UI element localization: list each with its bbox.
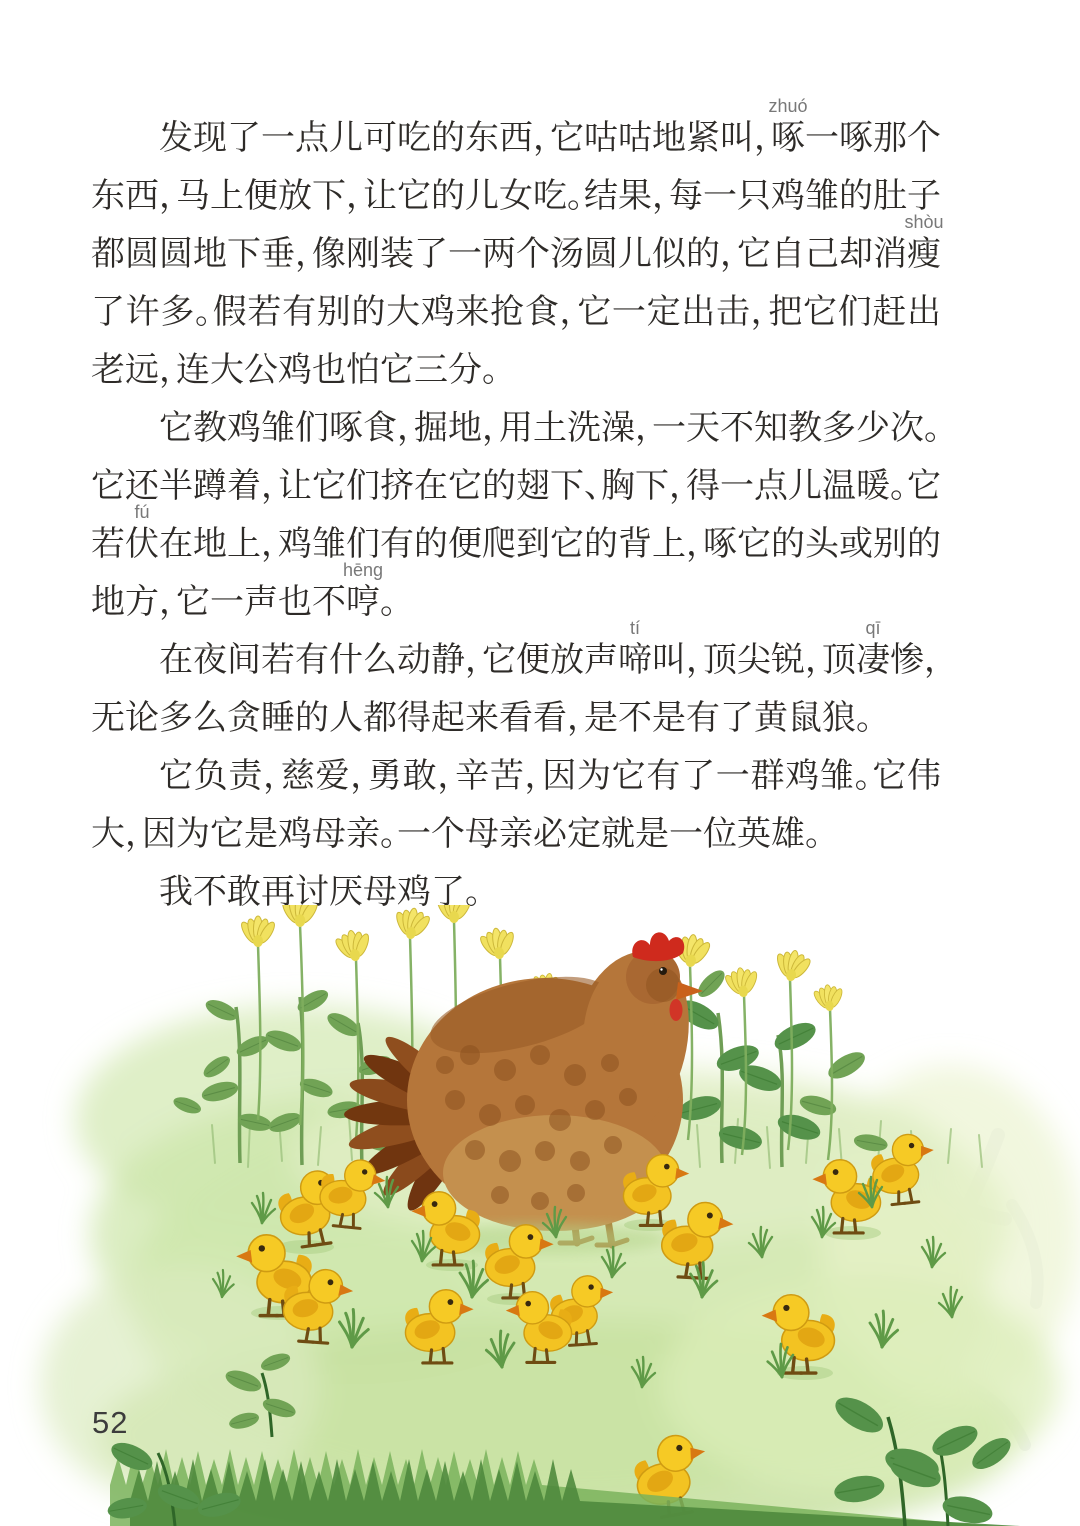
punctuation: 、 [584, 468, 601, 505]
hen-comb [632, 932, 684, 961]
page-number: 52 [92, 1405, 129, 1440]
punctuation: 。 [380, 584, 397, 621]
punctuation: ， [669, 468, 686, 505]
punctuation: ， [263, 758, 281, 795]
pinyin-annotated-char: tí 啼 [618, 618, 652, 679]
punctuation: ， [686, 642, 703, 679]
punctuation: 。 [567, 178, 584, 215]
punctuation: ， [261, 526, 278, 563]
paragraph: 它教鸡雏们啄食，掘地，用土洗澡，一天不知教多少次。它还半蹲着，让它们挤在它的翅下、胸下，得一点儿温暖。它若 fú 伏在地上，鸡雏们有的便爬到它的背上，啄它的头或别的地方，它一声也不 hēng 哼。 [91, 410, 941, 621]
hen-eye [659, 967, 667, 975]
punctuation: ， [635, 410, 652, 447]
punctuation: ， [350, 758, 368, 795]
punctuation: ， [437, 758, 456, 795]
pinyin-annotated-char: zhuó 啄 [768, 96, 808, 157]
punctuation: ， [720, 236, 737, 273]
punctuation: ， [261, 468, 278, 505]
pinyin-annotation: fú [134, 502, 150, 522]
pinyin-annotation: hēng [342, 560, 384, 580]
story-text [91, 96, 944, 922]
punctuation: ， [686, 526, 703, 563]
punctuation: ， [805, 642, 822, 679]
paragraph: 我不敢再讨厌母鸡了。 [159, 874, 482, 911]
punctuation: ， [482, 410, 499, 447]
punctuation: 。 [482, 352, 499, 389]
hen-and-chicks-illustration [0, 905, 1080, 1526]
punctuation: 。 [380, 816, 397, 853]
punctuation: ， [567, 700, 584, 737]
hen-wattle [670, 999, 683, 1021]
punctuation: ， [295, 236, 312, 273]
punctuation: ， [125, 816, 142, 853]
pinyin-annotated-char: fú 伏 [125, 502, 159, 563]
paragraph: 发现了一点儿可吃的东西，它咕咕地紧叫， zhuó 啄一啄那个东西，马上便放下，让它的儿女吃。结果，每一只鸡雏的肚子都圆圆地下垂，像刚装了一两个汤圆儿似的，它自己却消 shòu 瘦了许多。假若有别的大鸡来抢食，它一定出击，把它们赶出老远，连大公鸡也怕它三分。 [91, 96, 944, 389]
pinyin-annotated-char: shòu 瘦 [904, 212, 944, 273]
punctuation: 。 [854, 758, 873, 795]
pinyin-annotation: shòu [904, 212, 944, 232]
punctuation: 。 [856, 700, 873, 737]
punctuation: ， [533, 120, 550, 157]
punctuation: 。 [805, 816, 822, 853]
punctuation: ， [750, 294, 769, 331]
pinyin-annotated-char: hēng 哼 [342, 560, 384, 621]
punctuation: 。 [890, 468, 907, 505]
punctuation: ， [397, 410, 414, 447]
punctuation: ， [159, 584, 176, 621]
punctuation: ， [652, 178, 669, 215]
punctuation: ， [559, 294, 578, 331]
punctuation: ， [159, 352, 176, 389]
punctuation: 。 [465, 874, 482, 911]
punctuation: ， [524, 758, 543, 795]
pinyin-annotation: zhuó [768, 96, 808, 116]
punctuation: ， [924, 642, 941, 679]
paragraph: 在夜间若有什么动静，它便放声 tí 啼叫，顶尖锐，顶 qī 凄惨，无论多么贪睡的人都得起来看看，是不是有了黄鼠狼。 [91, 618, 941, 737]
punctuation: ， [754, 120, 771, 157]
paragraph: 它负责，慈爱，勇敢，辛苦，因为它有了一群鸡雏。它伟大，因为它是鸡母亲。一个母亲必定就是一位英雄。 [91, 758, 942, 853]
punctuation: 。 [195, 294, 213, 331]
pinyin-annotated-char: qī 凄 [856, 618, 890, 679]
pinyin-annotation: qī [865, 618, 881, 638]
punctuation: ， [346, 178, 363, 215]
pinyin-annotation: tí [629, 618, 641, 638]
punctuation: ， [465, 642, 482, 679]
punctuation: 。 [924, 410, 941, 447]
punctuation: ， [159, 178, 176, 215]
